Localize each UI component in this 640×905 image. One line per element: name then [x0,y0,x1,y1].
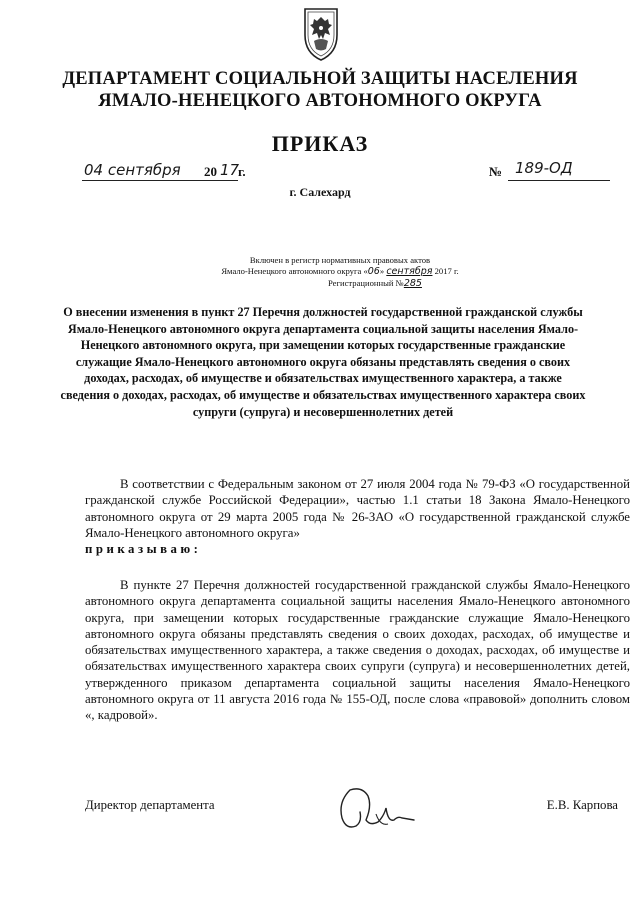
order-paragraph: В пункте 27 Перечня должностей государственной гражданской службы Ямало-Ненецкого автономного округа департамента социальной защиты населения Ямало-Ненецкого автономного округа, при замещении которых государственные гражданские служащие Ямало-Ненецкого автономного округа обязаны представлять сведения о своих доходах, расходах, об имуществе и обязательствах имущественного характера, а также сведения о доходах, расходах, об имуществе и обязательствах имущественного характера своих супруги (супруга) и несовершеннолетних детей, утвержденного приказом департамента социальной защиты населения Ямало-Ненецкого автономного округа от 11 августа 2016 года № 155-ОД, после слова «правовой» дополнить словом «, кадровой». [85,578,630,723]
coat-of-arms-icon [297,5,345,63]
handwritten-signature-icon [332,782,422,838]
document-subject: О внесении изменения в пункт 27 Перечня должностей государственной гражданской службы Ямало-Ненецкого автономного округа департамента социальной защиты населения Ямало-Ненецкого автономного округа, при замещении которых государственные гражданские служащие Ямало-Ненецкого автономного округа обязаны представлять сведения о своих доходах, расходах, об имуществе и обязательствах имущественного характера, а также сведения о доходах, расходах, об имуществе и обязательствах имущественного характера своих супруги (супруга) и несовершеннолетних детей [60,305,586,419]
registration-line3-prefix: Регистрационный № [328,278,404,288]
order-date-year: 17 [220,161,240,179]
signatory-name: Е.В. Карпова [546,798,618,812]
date-underline [82,180,238,181]
preamble-text: В соответствии с Федеральным законом от 27 июля 2004 года № 79-ФЗ «О государственной гражданской службе Российской Федерации», частью 1.1 статьи 18 Закона Ямало-Ненецкого автономного округа от 29 марта 2005 года № 26-ЗАО «О государственной гражданской службе Ямало-Ненецкого автономного округа» [85,477,630,540]
order-date-day-month: 04 сентября [84,161,181,179]
city: г. Салехард [289,185,351,199]
department-name-line1: ДЕПАРТАМЕНТ СОЦИАЛЬНОЙ ЗАЩИТЫ НАСЕЛЕНИЯ [62,69,578,89]
order-date-year-prefix: 20 [204,164,217,179]
registration-line3 [250,277,500,290]
registration-number: 285 [403,278,422,289]
order-date-year-suffix: г. [238,164,246,179]
number-underline [508,180,610,181]
order-word: приказываю: [85,542,202,557]
registration-line2-prefix: Ямало-Ненецкого автономного округа « [221,266,368,276]
registration-month: сентября [386,266,433,277]
preamble-paragraph [85,476,630,557]
order-number: 189-ОД [515,159,573,177]
order-date [82,160,262,184]
signatory-role: Директор департамента [85,798,215,812]
registration-day: 06 [367,266,380,277]
order-number-prefix: № [489,164,503,179]
registration-line2-mid: » [379,266,385,276]
registration-line2-suffix: 2017 г. [434,266,459,276]
document-type-title: ПРИКАЗ [271,131,369,156]
registration-line1: Включен в регистр нормативных правовых актов [249,255,431,265]
department-name-line2: ЯМАЛО-НЕНЕЦКОГО АВТОНОМНОГО ОКРУГА [98,91,542,111]
